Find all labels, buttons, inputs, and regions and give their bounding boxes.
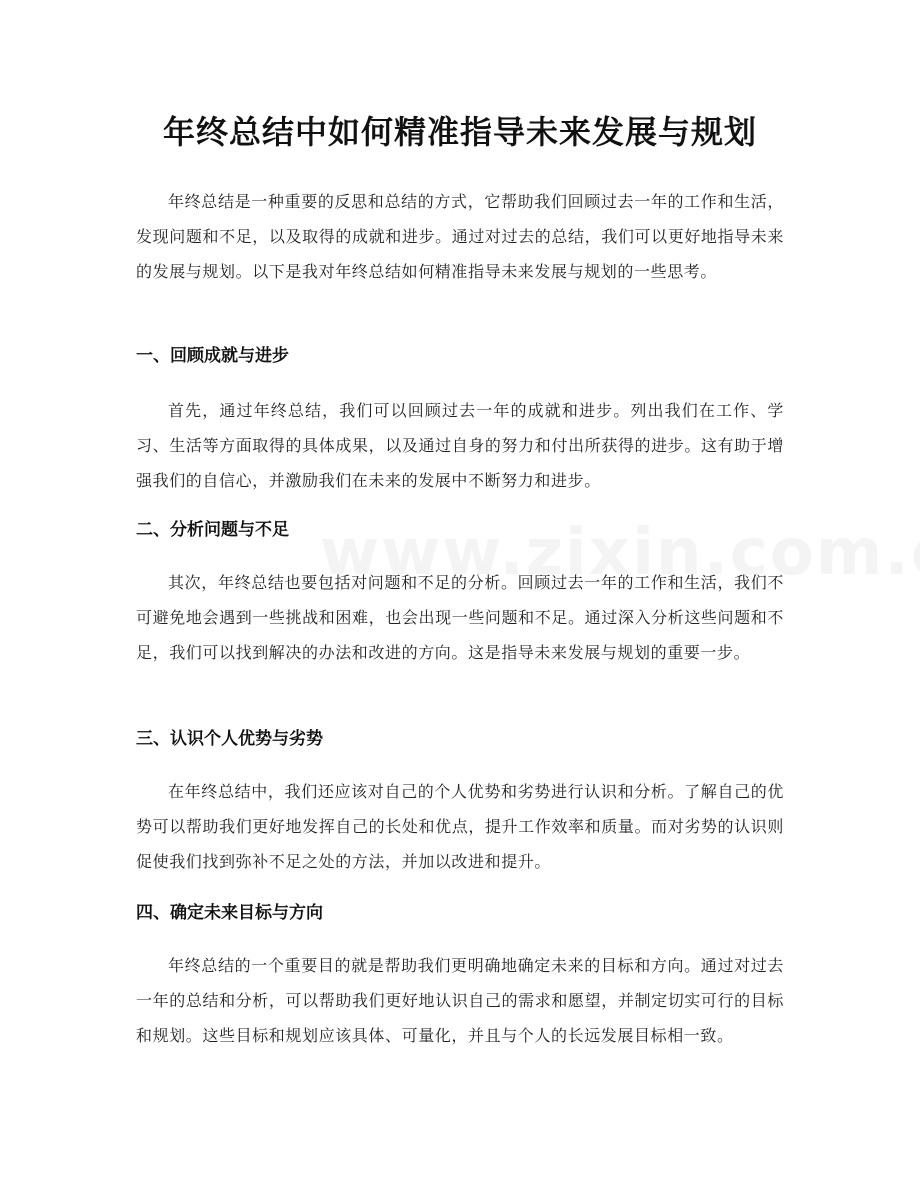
section-heading-2: 二、分析问题与不足 (136, 520, 289, 540)
section-heading-4: 四、确定未来目标与方向 (136, 903, 323, 923)
section-paragraph-1: 首先，通过年终总结，我们可以回顾过去一年的成就和进步。列出我们在工作、学习、生活等方面取得的具体成果，以及通过自身的努力和付出所获得的进步。这有助于增强我们的自信心，并激励我们在未来的发展中不断努力和进步。 (136, 401, 784, 490)
section-heading-1: 一、回顾成就与进步 (136, 346, 289, 366)
intro-paragraph: 年终总结是一种重要的反思和总结的方式，它帮助我们回顾过去一年的工作和生活，发现问题和不足，以及取得的成就和进步。通过对过去的总结，我们可以更好地指导未来的发展与规划。以下是我对年终总结如何精准指导未来发展与规划的一些思考。 (136, 192, 784, 281)
section-paragraph-4: 年终总结的一个重要目的就是帮助我们更明确地确定未来的目标和方向。通过对过去一年的总结和分析，可以帮助我们更好地认识自己的需求和愿望，并制定切实可行的目标和规划。这些目标和规划应该具体、可量化，并且与个人的长远发展目标相一致。 (136, 956, 784, 1045)
section-heading-3: 三、认识个人优势与劣势 (136, 729, 323, 749)
document-title: 年终总结中如何精准指导未来发展与规划 (162, 113, 757, 151)
section-paragraph-2: 其次，年终总结也要包括对问题和不足的分析。回顾过去一年的工作和生活，我们不可避免地会遇到一些挑战和困难，也会出现一些问题和不足。通过深入分析这些问题和不足，我们可以找到解决的办法和改进的方向。这是指导未来发展与规划的重要一步。 (136, 573, 784, 662)
section-paragraph-3: 在年终总结中，我们还应该对自己的个人优势和劣势进行认识和分析。了解自己的优势可以帮助我们更好地发挥自己的长处和优点，提升工作效率和质量。而对劣势的认识则促使我们找到弥补不足之处的方法，并加以改进和提升。 (136, 782, 784, 871)
